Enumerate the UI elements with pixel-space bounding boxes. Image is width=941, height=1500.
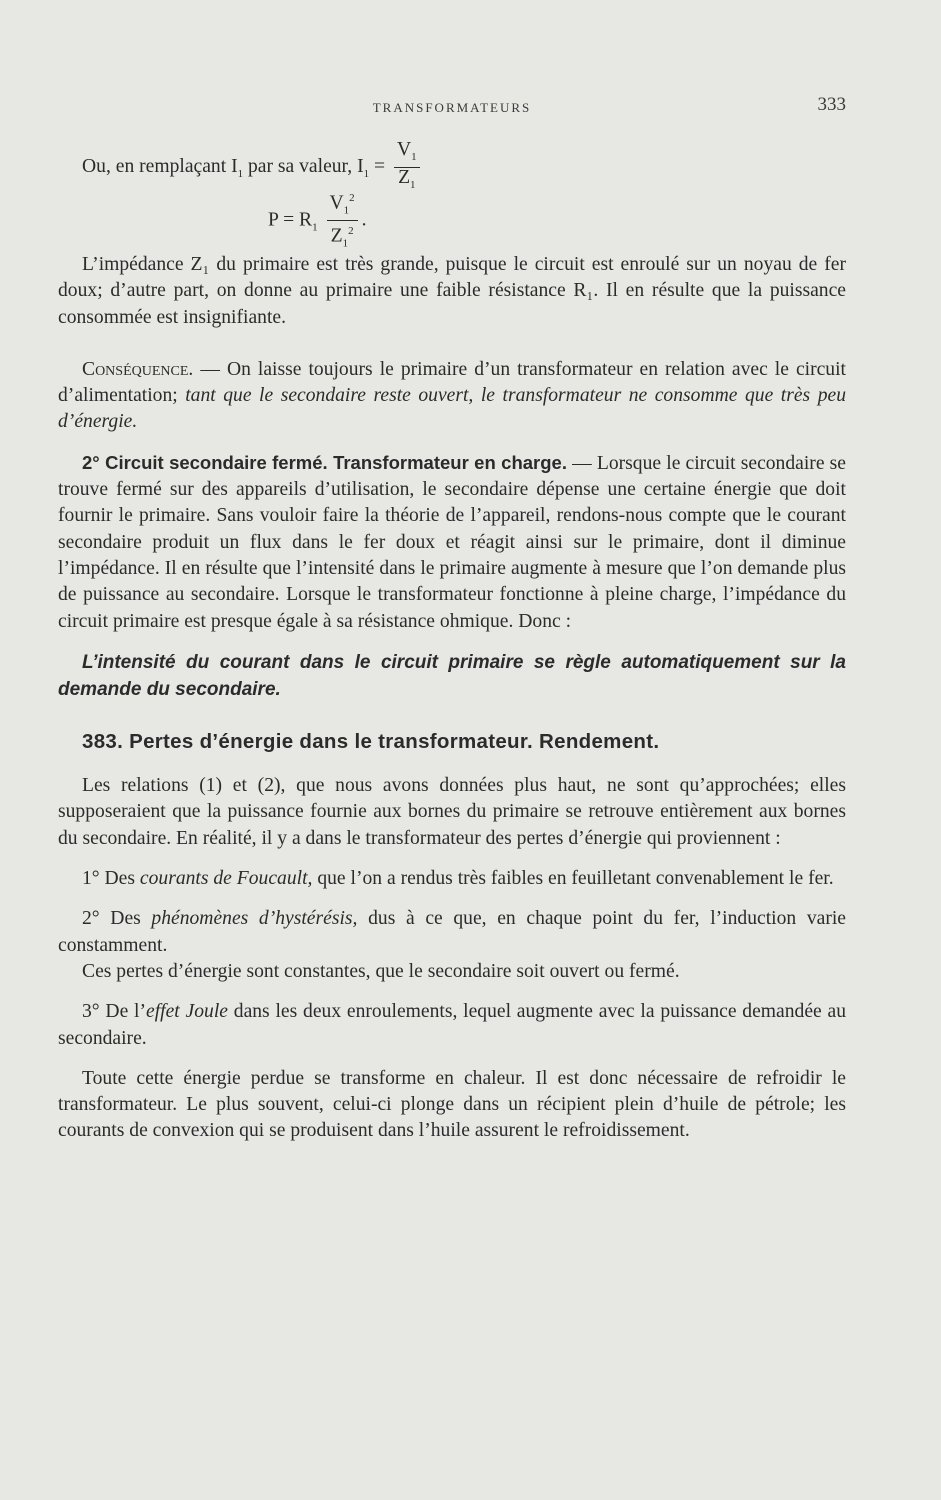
section-heading: 383. Pertes d’énergie dans le transformateur. Rendement. — [82, 729, 660, 753]
paragraph-joule: 3° De l’effet Joule dans les deux enroulements, lequel augmente avec la puissance demandée au secondaire. — [58, 1001, 847, 1049]
equation-power: $P = R_1$ $\frac{V_1^2}{Z_1^2}$ . — [58, 188, 846, 252]
body-text — [58, 140, 846, 1145]
paragraph-foucault: 1° Des courants de Foucault, que l’on a rendus très faibles en feuilletant convenablement le fer. — [82, 868, 834, 890]
fraction-v1sq-z1sq: $\frac{V_1^2}{Z_1^2}$ — [327, 188, 358, 254]
paragraph-cooling: Toute cette énergie perdue se transforme en chaleur. Il est donc nécessaire de refroidir le transformateur. Le plus souvent, celui-ci plonge dans un récipient plein d’huile de pétrole; les courants de convexion qui se produisent dans l’huile assurent le refroidissement. — [58, 1067, 846, 1142]
paragraph-constant-losses: Ces pertes d’énergie sont constantes, que le secondaire soit ouvert ou fermé. — [82, 960, 680, 982]
conclusion-statement: L’intensité du courant dans le circuit primaire se règle automatiquement sur la demande du secondaire. — [58, 651, 846, 700]
equation-substitution: Ou, en remplaçant $I_1$ par sa valeur, $I_1$ = $\frac{V_1}{Z_1}$ — [58, 140, 846, 188]
paragraph-hysteresis: 2° Des phénomènes d’hystérésis, dus à ce que, en chaque point du fer, l’induction varie constamment. — [58, 908, 846, 956]
paragraph-secondary-closed: 2° Circuit secondaire fermé. Transformateur en charge. — Lorsque le circuit secondaire se trouve fermé sur des appareils d’utilisation, le secondaire dépense une certaine énergie que doit fournir le primaire. Sans vouloir faire la théorie de l’appareil, rendons-nous compte que le courant secondaire produit un flux dans le fer doux et réagit ainsi sur le primaire, dont il diminue l’impédance. Il en résulte que l’intensité dans le primaire augmente à mesure que l’on demande plus de puissance au secondaire. Lorsque le transformateur fonctionne à pleine charge, l’impédance du circuit primaire est presque égale à sa résistance ohmique. Donc : — [58, 451, 846, 632]
paragraph-consequence: Conséquence. — On laisse toujours le primaire d’un transformateur en relation avec le circuit d’alimentation; tant que le secondaire reste ouvert, le transformateur ne consomme que très peu d’énergie. — [58, 358, 846, 433]
fraction-v1-z1: $\frac{V_1}{Z_1}$ — [394, 140, 420, 195]
page-number: 333 — [817, 94, 846, 115]
paragraph-impedance: L’impédance Z₁ du primaire est très grande, puisque le circuit est enroulé sur un noyau de fer doux; d’autre part, on donne au primaire une faible résistance R₁. Il en résulte que la puissance consommée est insignifiante. — [58, 254, 846, 328]
page-header — [58, 94, 846, 122]
running-title: TRANSFORMATEURS — [372, 100, 532, 115]
paragraph-relations: Les relations (1) et (2), que nous avons données plus haut, ne sont qu’approchées; elles supposeraient que la puissance fournie aux bornes du primaire se retrouve entièrement aux bornes du secondaire. En réalité, il y a dans le transformateur des pertes d’énergie qui proviennent : — [58, 775, 846, 849]
